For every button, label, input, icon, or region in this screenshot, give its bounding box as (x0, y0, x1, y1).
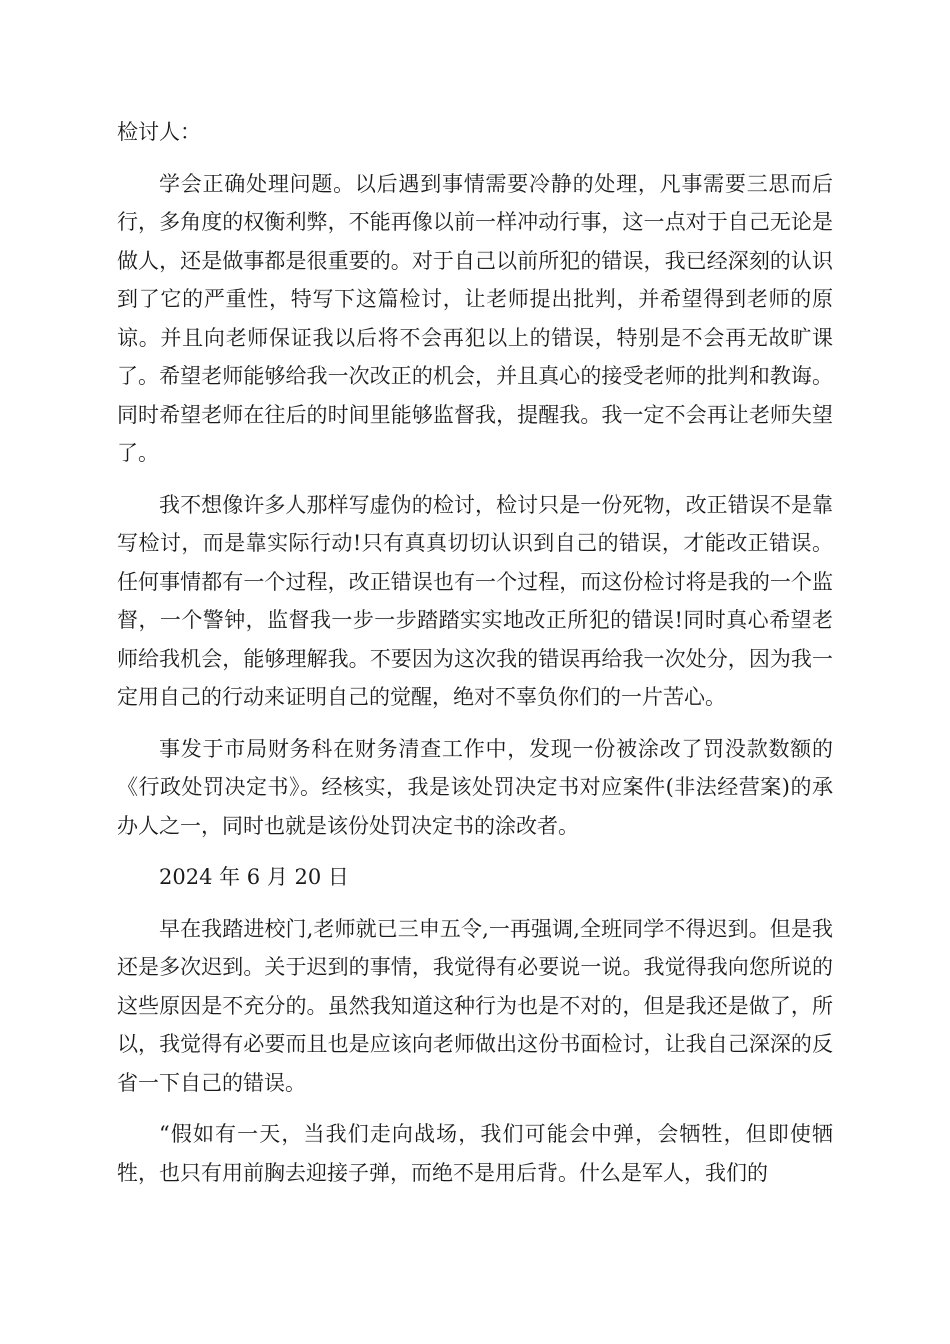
document-date: 2024 年 6 月 20 日 (159, 865, 349, 889)
document-page (117, 113, 833, 1192)
paragraph-4: 早在我踏进校门,老师就已三申五令,一再强调,全班同学不得迟到。但是我还是多次迟到。关于迟到的事情，我觉得有必要说一说。我觉得我向您所说的这些原因是不充分的。虽然我知道这种行为也是不对的，但是我还是做了，所以，我觉得有必要而且也是应该向老师做出这份书面检讨，让我自己深深的反省一下自己的错误。 (117, 916, 833, 1095)
paragraph-3: 事发于市局财务科在财务清查工作中，发现一份被涂改了罚没款数额的《行政处罚决定书》。经核实，我是该处罚决定书对应案件(非法经营案)的承办人之一，同时也就是该份处罚决定书的涂改者。 (117, 736, 833, 838)
paragraph-5-quote: “假如有一天，当我们走向战场，我们可能会中弹，会牺牲，但即使牺牲，也只有用前胸去迎接子弹，而绝不是用后背。什么是军人，我们的 (117, 1122, 833, 1185)
paragraph-1: 学会正确处理问题。以后遇到事情需要冷静的处理，凡事需要三思而后行，多角度的权衡利弊，不能再像以前一样冲动行事，这一点对于自己无论是做人，还是做事都是很重要的。对于自己以前所犯的错误，我已经深刻的认识到了它的严重性，特写下这篇检讨，让老师提出批判，并希望得到老师的原谅。并且向老师保证我以后将不会再犯以上的错误，特别是不会再无故旷课了。希望老师能够给我一次改正的机会，并且真心的接受老师的批判和教诲。同时希望老师在往后的时间里能够监督我，提醒我。我一定不会再让老师失望了。 (117, 171, 833, 465)
paragraph-2: 我不想像许多人那样写虚伪的检讨，检讨只是一份死物，改正错误不是靠写检讨，而是靠实际行动!只有真真切切认识到自己的错误，才能改正错误。任何事情都有一个过程，改正错误也有一个过程，而这份检讨将是我的一个监督，一个警钟，监督我一步一步踏踏实实地改正所犯的错误!同时真心希望老师给我机会，能够理解我。不要因为这次我的错误再给我一次处分，因为我一定用自己的行动来证明自己的觉醒，绝对不辜负你们的一片苦心。 (117, 492, 833, 709)
document-heading: 检讨人： (117, 120, 201, 144)
